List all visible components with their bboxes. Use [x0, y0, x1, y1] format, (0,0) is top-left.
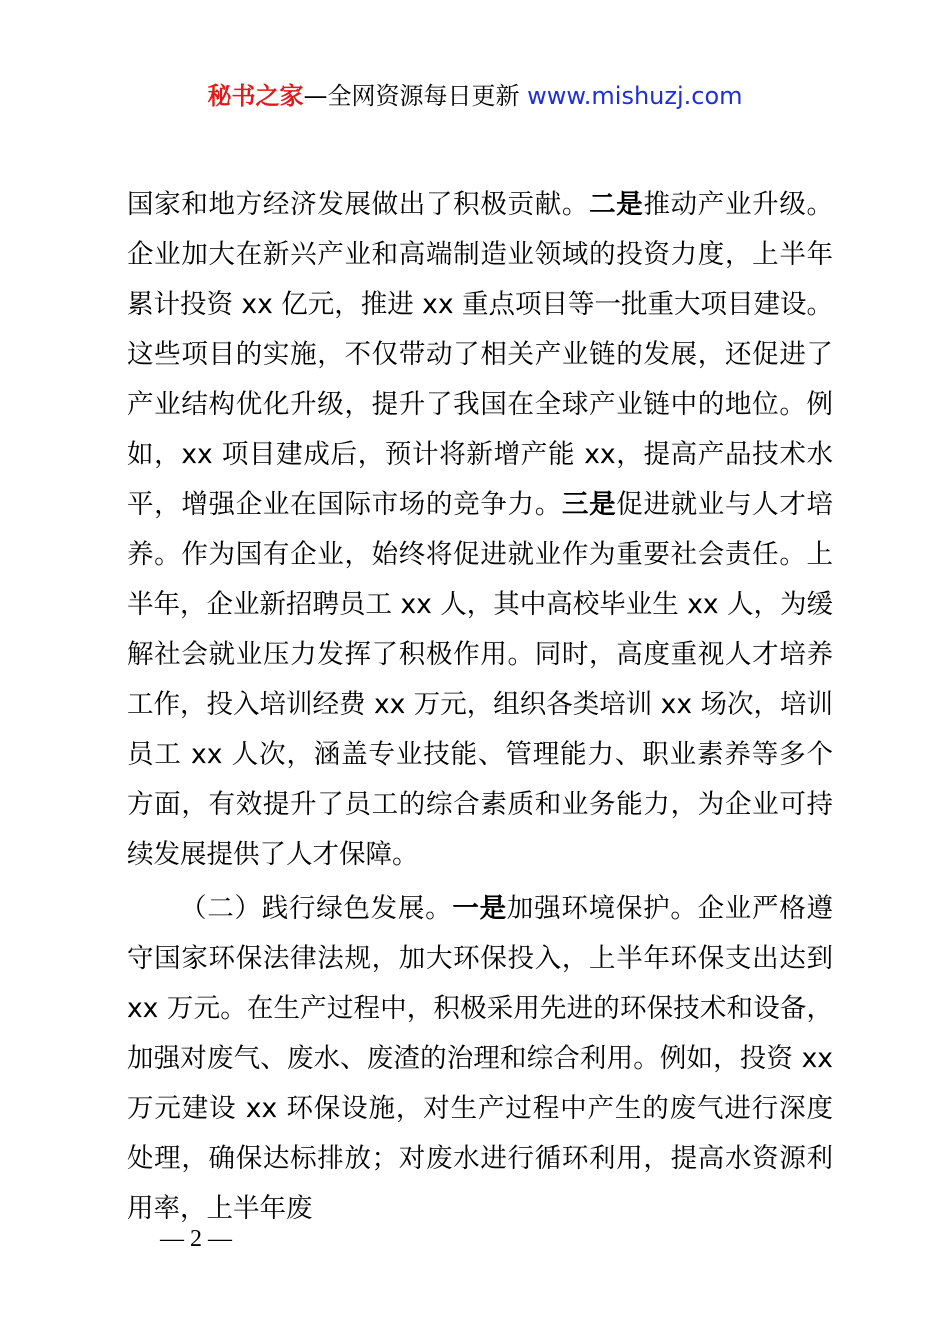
brand-name: 秘书之家	[207, 82, 304, 110]
paragraph-1-text-1: 国家和地方经济发展做出了积极贡献。	[127, 189, 590, 220]
site-header	[0, 80, 950, 112]
paragraph-1-text-3: 促进就业与人才培养。作为国有企业，始终将促进就业作为重要社会责任。上半年，企业新招聘员工 xx 人，其中高校毕业生 xx 人，为缓解社会就业压力发挥了积极作用。同时，高度重视人才培养工作，投入培训经费 xx 万元，组织各类培训 xx 场次，培训员工 xx 人次，涵盖专业技能、管理能力、职业素养等多个方面，有效提升了员工的综合素质和业务能力，为企业可持续发展提供了人才保障。	[127, 489, 834, 870]
paragraph-1	[127, 180, 833, 880]
paragraph-2	[127, 884, 833, 1234]
paragraph-2-text-2: 加强环境保护。企业严格遵守国家环保法律法规，加大环保投入，上半年环保支出达到 xx 万元。在生产过程中，积极采用先进的环保技术和设备，加强对废气、废水、废渣的治理和综合利用。例如，投资 xx 万元建设 xx 环保设施，对生产过程中产生的废气进行深度处理，确保达标排放；对废水进行循环利用，提高水资源利用率，上半年废	[127, 893, 834, 1224]
header-tagline: —全网资源每日更新	[303, 82, 528, 110]
paragraph-1-emphasis-1: 二是	[589, 189, 644, 220]
paragraph-2-text-1: （二）践行绿色发展。	[180, 893, 453, 924]
paragraph-1-text-2: 推动产业升级。企业加大在新兴产业和高端制造业领域的投资力度，上半年累计投资 xx 亿元，推进 xx 重点项目等一批重大项目建设。这些项目的实施，不仅带动了相关产业链的发展，还促进了产业结构优化升级，提升了我国在全球产业链中的地位。例如，xx 项目建成后，预计将新增产能 xx，提高产品技术水平，增强企业在国际市场的竞争力。	[127, 189, 834, 520]
paragraph-2-emphasis-1: 一是	[452, 893, 507, 924]
paragraph-1-emphasis-2: 三是	[561, 489, 617, 520]
document-body	[127, 180, 833, 1234]
page-number: — 2 —	[160, 1226, 232, 1252]
site-url[interactable]: www.mishuzj.com	[527, 82, 743, 110]
